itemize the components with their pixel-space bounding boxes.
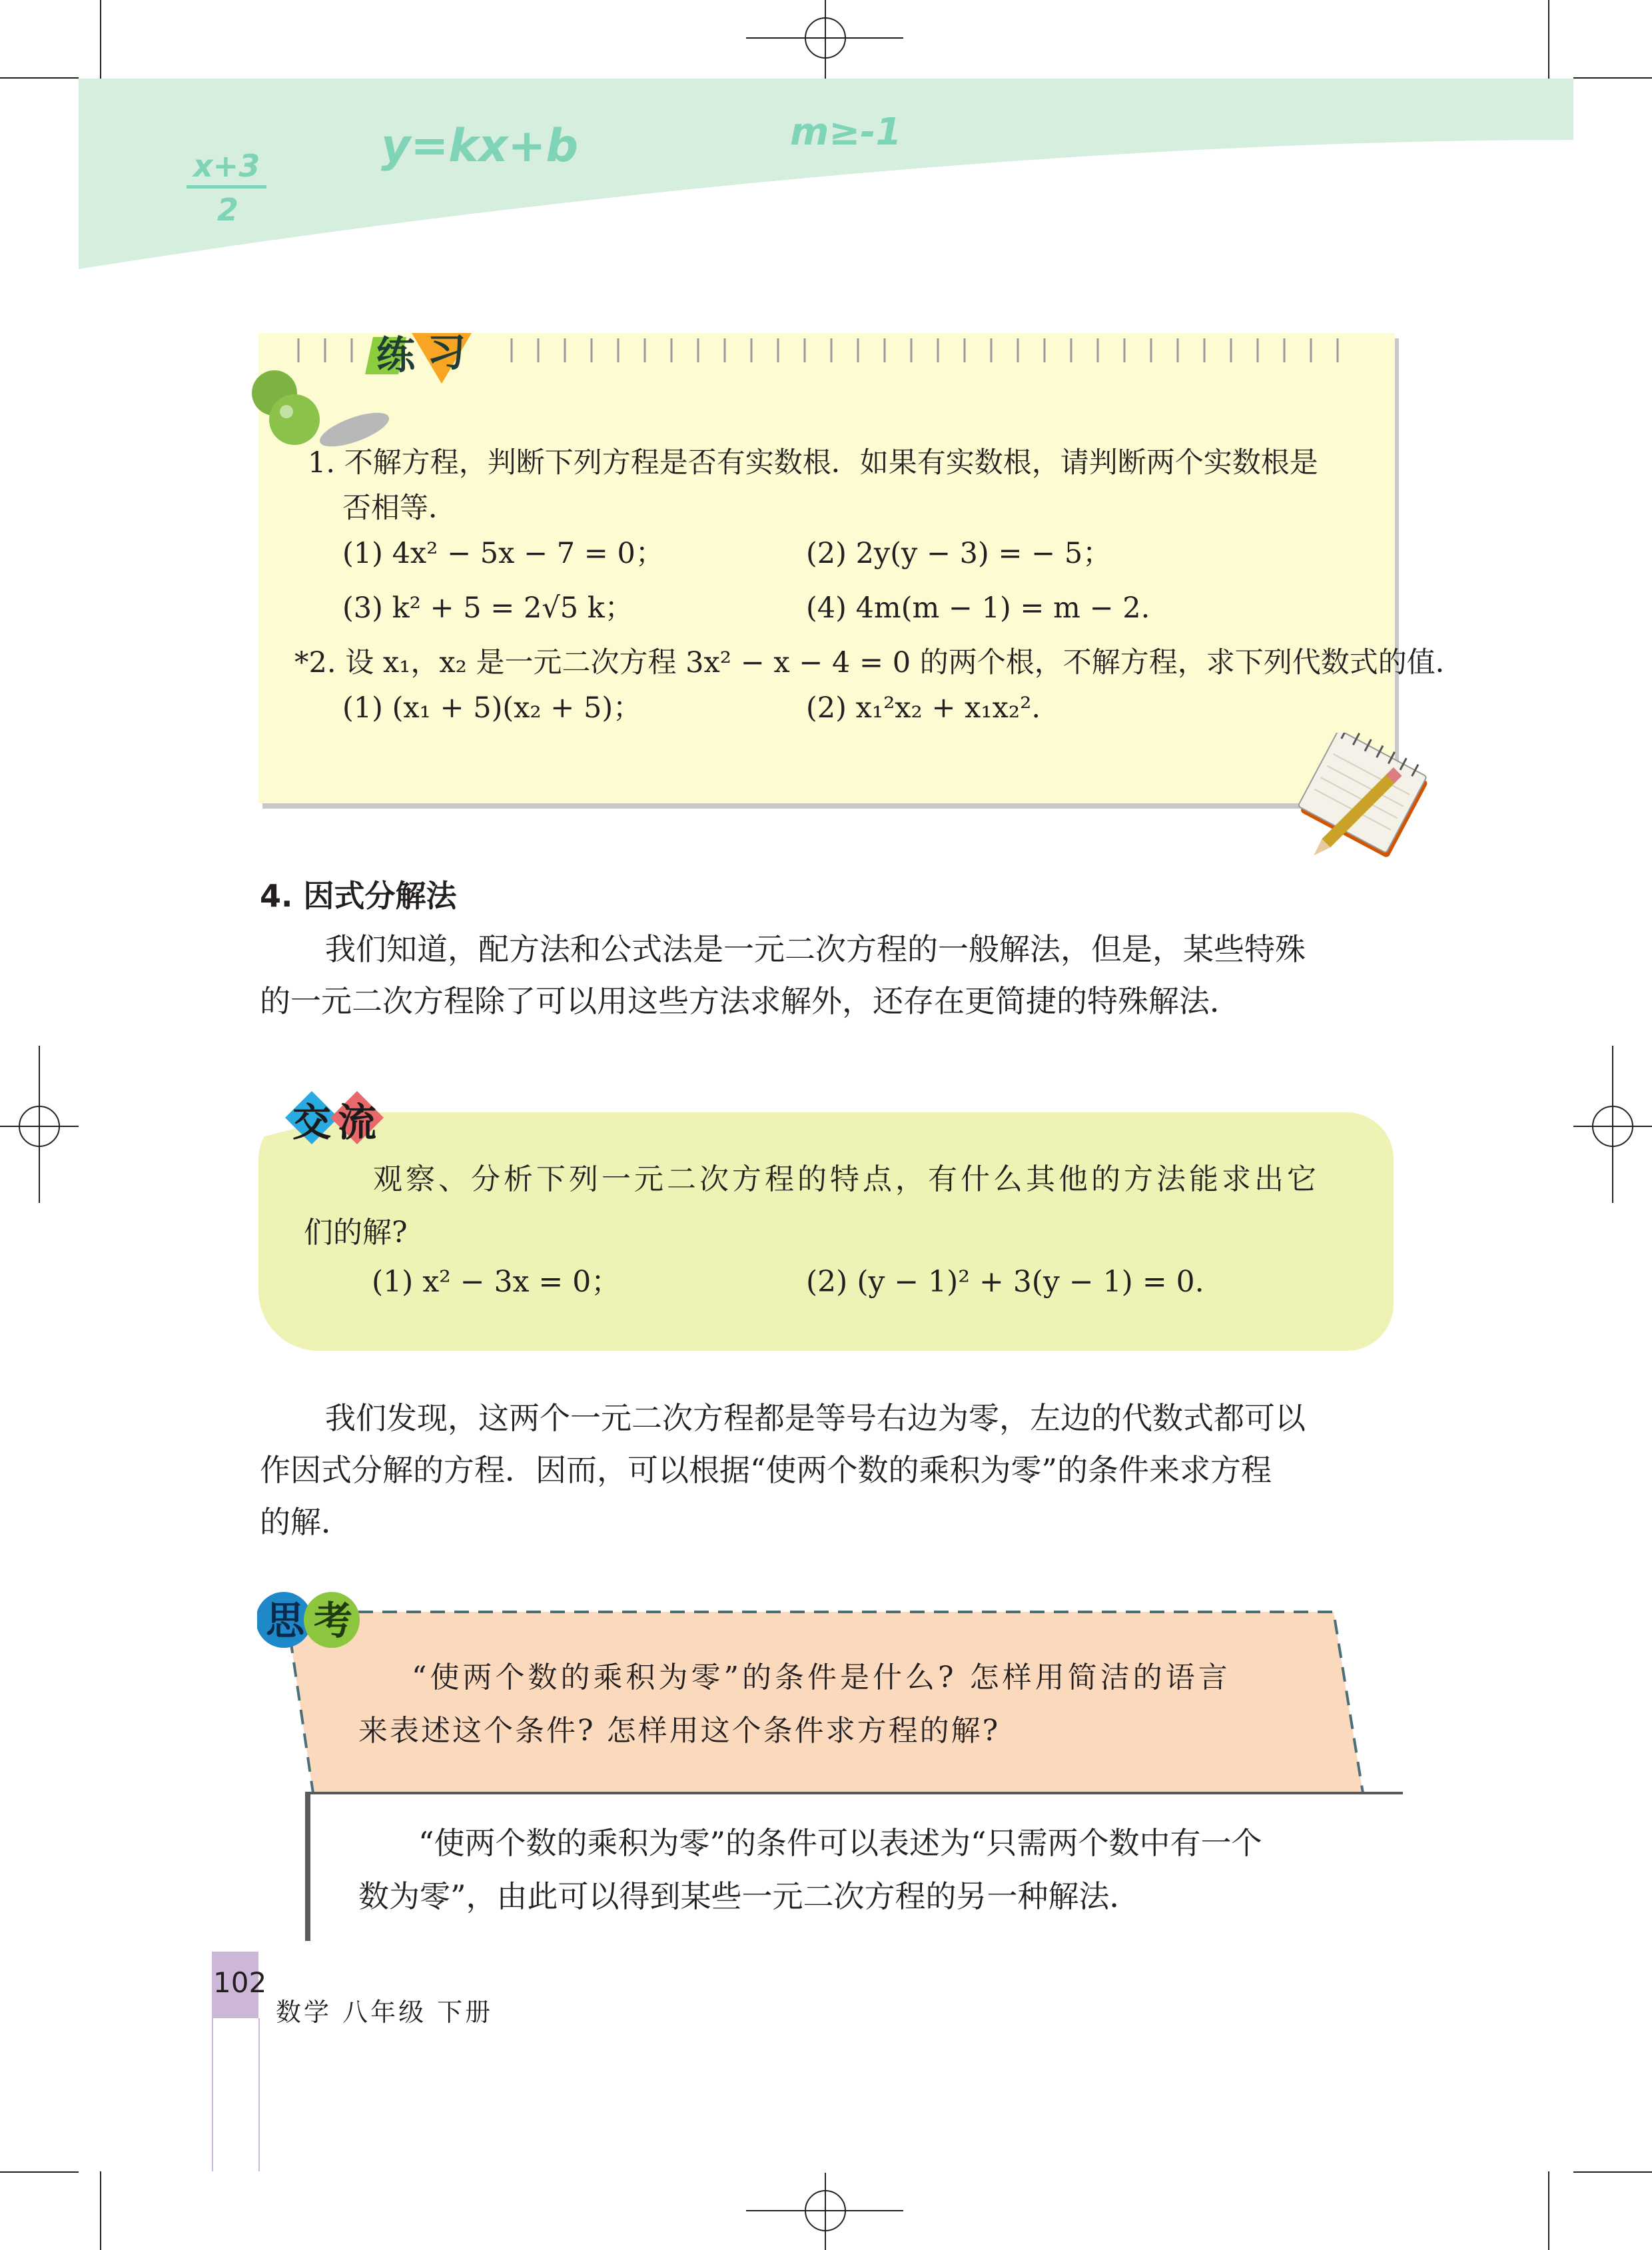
q2-part-b: (2) x₁²x₂ + x₁x₂². <box>806 691 1041 725</box>
practice-box <box>258 330 1464 803</box>
think-line2: 来表述这个条件? 怎样用这个条件求方程的解? <box>358 1714 1001 1748</box>
header-fraction-bottom: 2 <box>217 192 239 228</box>
answer-box <box>305 1792 1403 1941</box>
header-formula-line: y=kx+b <box>381 120 579 173</box>
section-para-line2: 的一元二次方程除了可以用这些方法求解外，还存在更简捷的特殊解法． <box>260 983 1240 1019</box>
page-number: 102 <box>213 1966 267 1999</box>
discovery-line3: 的解． <box>260 1504 352 1540</box>
exchange-badge-char2: 流 <box>337 1100 376 1145</box>
notepad-pencil-icon <box>1284 733 1438 873</box>
q1-line1: 1. 不解方程，判断下列方程是否有实数根．如果有实数根，请判断两个实数根是 <box>308 446 1318 480</box>
header-fraction-bar <box>187 185 266 188</box>
header-fraction-top: x+3 <box>193 148 260 184</box>
q2-part-a: (1) (x₁ + 5)(x₂ + 5)； <box>342 691 642 725</box>
book-title: 数学 八年级 下册 <box>276 1998 494 2027</box>
section-title: 4. 因式分解法 <box>260 878 457 914</box>
footer-rule-2 <box>258 2018 260 2171</box>
exchange-eq-a: (1) x² − 3x = 0； <box>372 1265 621 1299</box>
think-box <box>260 1598 1392 1798</box>
q1-line2: 否相等． <box>342 492 457 525</box>
discovery-line2: 作因式分解的方程．因而，可以根据“使两个数的乘积为零”的条件来求方程 <box>260 1452 1272 1488</box>
header-band <box>0 0 1652 280</box>
exchange-line2: 们的解? <box>304 1216 408 1250</box>
practice-badge-char2: 习 <box>426 330 466 375</box>
footer-rule <box>212 2018 213 2171</box>
section-para-line1: 我们知道，配方法和公式法是一元二次方程的一般解法，但是，某些特殊 <box>325 931 1306 967</box>
think-badge-char1: 思 <box>265 1598 304 1643</box>
q1-part-b: (2) 2y(y − 3) = − 5； <box>806 537 1112 570</box>
exchange-eq-b: (2) (y − 1)² + 3(y − 1) = 0. <box>806 1265 1204 1299</box>
header-formula-ineq: m≥-1 <box>790 111 902 154</box>
exchange-box <box>258 1100 1394 1351</box>
think-badge-char2: 考 <box>313 1598 352 1643</box>
q1-part-a: (1) 4x² − 5x − 7 = 0； <box>342 537 664 570</box>
think-line1: “使两个数的乘积为零”的条件是什么? 怎样用简洁的语言 <box>412 1661 1231 1694</box>
exchange-badge-char1: 交 <box>292 1100 331 1145</box>
discovery-line1: 我们发现，这两个一元二次方程都是等号右边为零，左边的代数式都可以 <box>325 1400 1306 1436</box>
q1-part-c: (3) k² + 5 = 2√5 k； <box>342 591 633 625</box>
practice-badge-char1: 练 <box>376 332 415 378</box>
q1-part-d: (4) 4m(m − 1) = m − 2. <box>806 591 1150 625</box>
answer-line2: 数为零”，由此可以得到某些一元二次方程的另一种解法． <box>358 1878 1140 1914</box>
q2-line1: *2. 设 x₁，x₂ 是一元二次方程 3x² − x − 4 = 0 的两个根，不解方程，求下列代数式的值． <box>294 646 1464 679</box>
exchange-line1: 观察、分析下列一元二次方程的特点，有什么其他的方法能求出它 <box>373 1162 1320 1196</box>
answer-line1: “使两个数的乘积为零”的条件可以表述为“只需两个数中有一个 <box>418 1825 1262 1861</box>
